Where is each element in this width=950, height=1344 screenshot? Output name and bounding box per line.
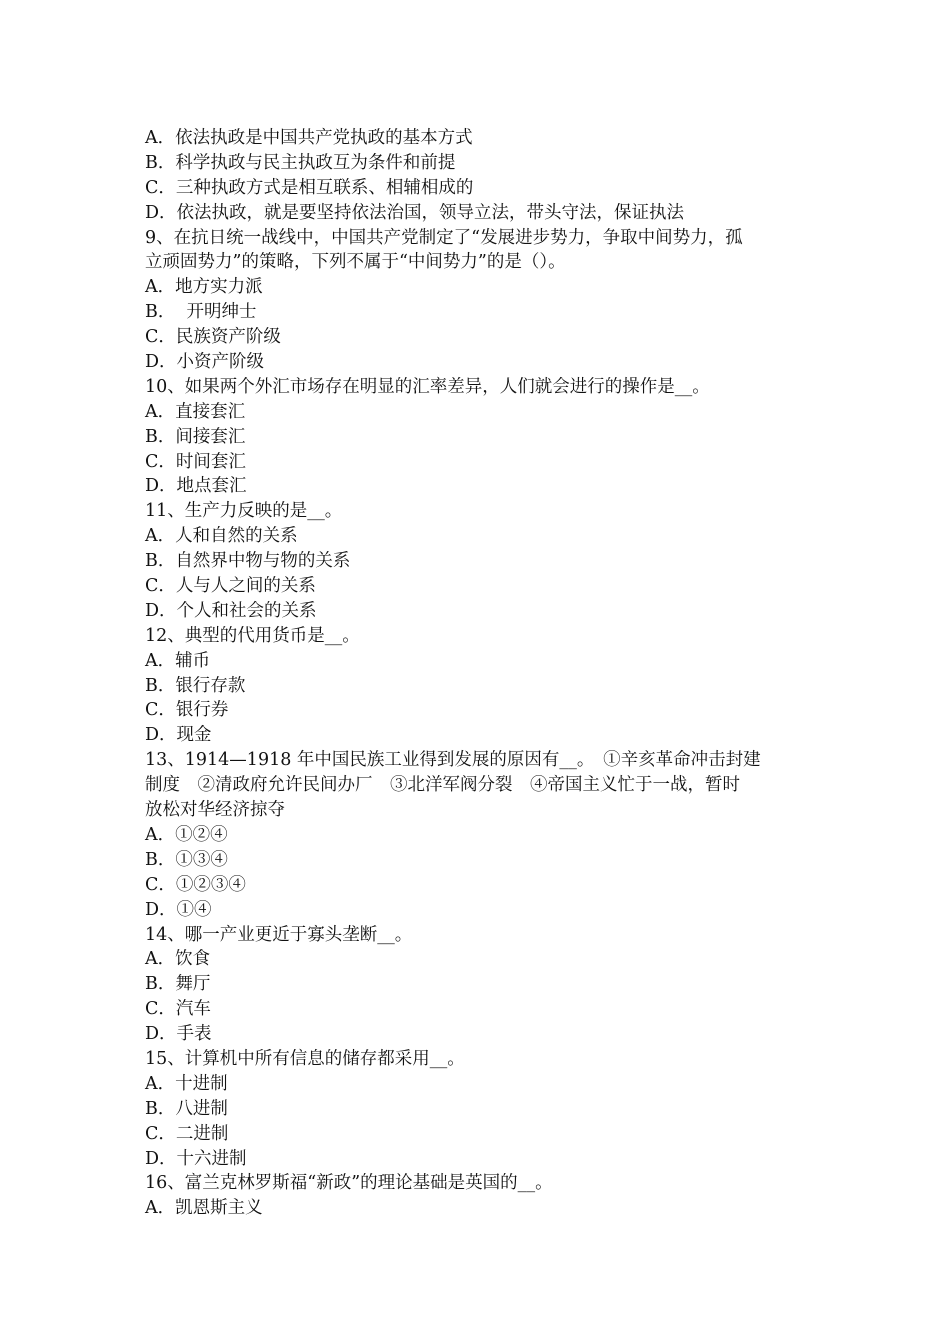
option-line: D．依法执政，就是要坚持依法治国，领导立法，带头守法，保证执法 <box>145 202 685 223</box>
option-line: B．八进制 <box>145 1098 228 1119</box>
question-line: 11、生产力反映的是__。 <box>145 501 343 522</box>
option-line: C．民族资产阶级 <box>145 327 281 348</box>
option-line: B．科学执政与民主执政互为条件和前提 <box>145 152 456 173</box>
question-line: 立顽固势力”的策略，下列不属于“中间势力”的是（）。 <box>145 252 566 273</box>
option-line: A．十进制 <box>145 1073 228 1094</box>
option-line: A．依法执政是中国共产党执政的基本方式 <box>145 128 473 148</box>
question-line: 13、1914—1918 年中国民族工业得到发展的原因有__。 ①辛亥革命冲击封建 <box>145 750 761 771</box>
option-line: C．二进制 <box>145 1123 229 1144</box>
question-line: 制度 ②清政府允许民间办厂 ③北洋军阀分裂 ④帝国主义忙于一战，暂时 <box>145 775 740 796</box>
question-line: 12、典型的代用货币是__。 <box>145 625 360 646</box>
option-line: C．汽车 <box>145 999 211 1020</box>
option-line: B． 开明绅士 <box>145 302 257 323</box>
option-line: C．①②③④ <box>145 874 246 895</box>
option-line: A．饮食 <box>145 949 211 970</box>
option-line: A．凯恩斯主义 <box>145 1198 263 1219</box>
option-line: D．小资产阶级 <box>145 352 265 373</box>
option-line: C．时间套汇 <box>145 451 246 472</box>
option-line: B．自然界中物与物的关系 <box>145 551 351 572</box>
option-line: B．间接套汇 <box>145 426 246 447</box>
option-line: A．人和自然的关系 <box>145 526 298 547</box>
option-line: A．辅币 <box>145 650 211 671</box>
question-line: 15、计算机中所有信息的储存都采用__。 <box>145 1048 465 1069</box>
option-line: C．银行券 <box>145 700 229 721</box>
option-line: C．三种执政方式是相互联系、相辅相成的 <box>145 177 474 198</box>
option-line: A．直接套汇 <box>145 401 246 422</box>
option-line: A．①②④ <box>145 824 228 845</box>
option-line: D．十六进制 <box>145 1148 247 1169</box>
option-line: C．人与人之间的关系 <box>145 576 316 597</box>
option-line: B．银行存款 <box>145 675 246 696</box>
option-line: B．①③④ <box>145 849 228 870</box>
option-line: A．地方实力派 <box>145 277 263 298</box>
option-line: B．舞厅 <box>145 974 211 995</box>
question-line: 14、哪一产业更近于寡头垄断__。 <box>145 924 413 945</box>
question-line: 放松对华经济掠夺 <box>145 800 285 821</box>
option-line: D．①④ <box>145 899 212 920</box>
question-line: 9、在抗日统一战线中，中国共产党制定了“发展进步势力，争取中间势力，孤 <box>145 227 743 248</box>
option-line: D．手表 <box>145 1024 212 1045</box>
option-line: D．现金 <box>145 725 212 746</box>
option-line: D．地点套汇 <box>145 476 247 497</box>
question-line: 16、富兰克林罗斯福“新政”的理论基础是英国的__。 <box>145 1173 553 1194</box>
option-line: D．个人和社会的关系 <box>145 600 317 621</box>
document-body <box>145 126 807 1221</box>
question-line: 10、如果两个外汇市场存在明显的汇率差异，人们就会进行的操作是__。 <box>145 376 710 397</box>
